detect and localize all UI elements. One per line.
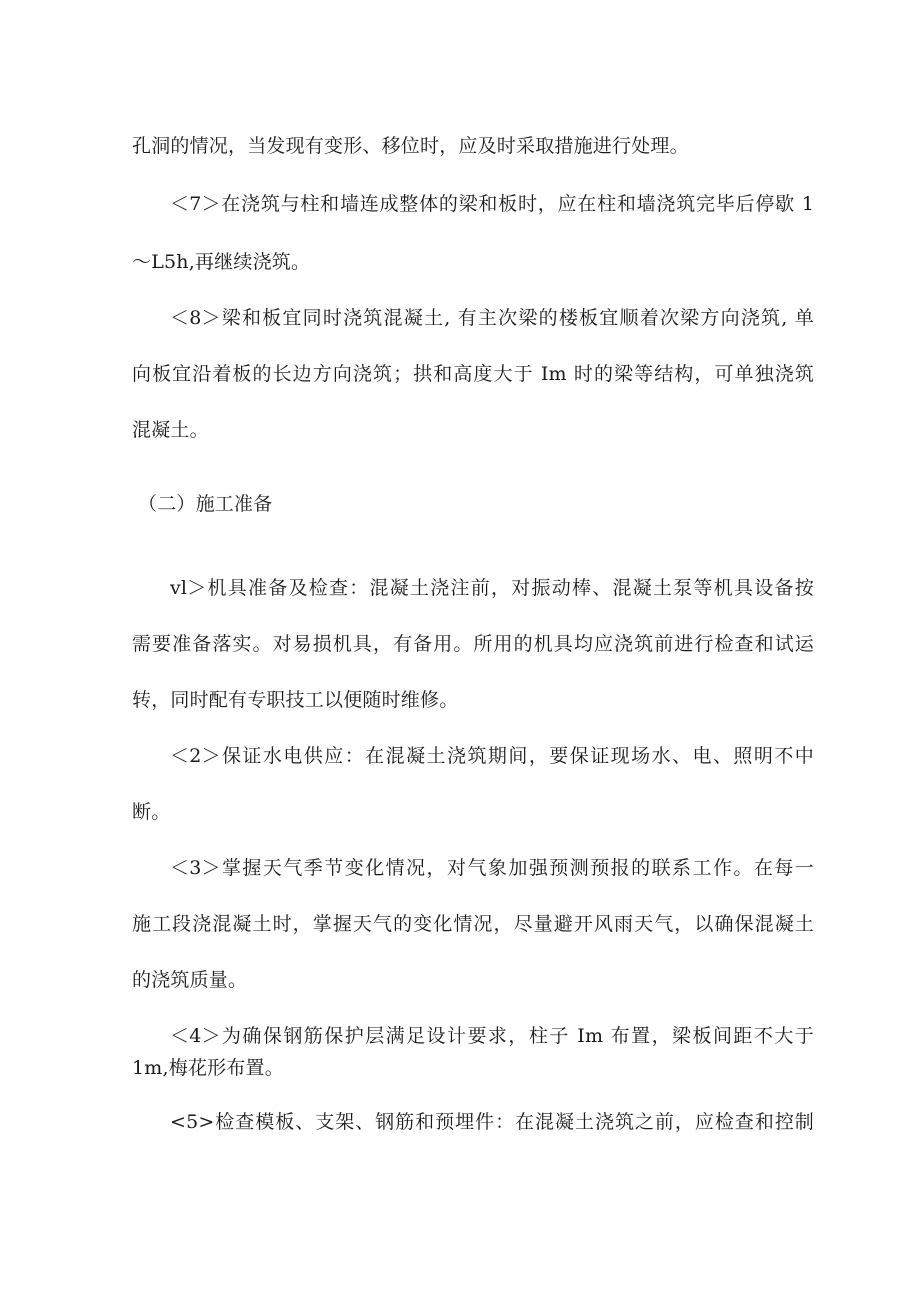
- text-line-4: ＜8＞梁和板宜同时浇筑混凝土, 有主次梁的楼板宜顺着次梁方向浇筑, 单: [170, 307, 814, 329]
- text-line-1: 孔洞的情况，当发现有变形、移位时，应及时采取措施进行处理。: [132, 135, 689, 157]
- text-line-15: 的浇筑质量。: [132, 969, 248, 991]
- text-line-18: <5>检查模板、支架、钢筋和预埋件：在混凝土浇筑之前，应检查和控制: [170, 1111, 814, 1133]
- text-line-8: vl＞机具准备及检查：混凝土浇注前，对振动棒、混凝土泵等机具设备按: [170, 577, 814, 599]
- section-heading: （二）施工准备: [138, 493, 273, 515]
- text-line-9: 需要准备落实。对易损机具，有备用。所用的机具均应浇筑前进行检查和试运: [132, 633, 814, 655]
- text-line-14: 施工段浇混凝土时，掌握天气的变化情况，尽量避开风雨天气，以确保混凝土: [132, 913, 814, 935]
- text-line-12: 断。: [132, 801, 171, 823]
- text-line-5: 向板宜沿着板的长边方向浇筑；拱和高度大于 Im 时的梁等结构，可单独浇筑: [132, 363, 814, 385]
- text-line-11: ＜2＞保证水电供应：在混凝土浇筑期间，要保证现场水、电、照明不中: [170, 745, 814, 767]
- text-line-17: 1m,梅花形布置。: [132, 1057, 284, 1079]
- text-line-13: ＜3＞掌握天气季节变化情况，对气象加强预测预报的联系工作。在每一: [170, 857, 814, 879]
- text-line-6: 混凝土。: [132, 419, 209, 441]
- text-line-16: ＜4＞为确保钢筋保护层满足设计要求，柱子 Im 布置，梁板间距不大于: [170, 1025, 814, 1047]
- text-line-2: ＜7＞在浇筑与柱和墙连成整体的梁和板时，应在柱和墙浇筑完毕后停歇 1: [170, 193, 814, 215]
- text-line-3: ～L5h,再继续浇筑。: [132, 251, 311, 273]
- text-line-10: 转，同时配有专职技工以便随时维修。: [132, 689, 459, 711]
